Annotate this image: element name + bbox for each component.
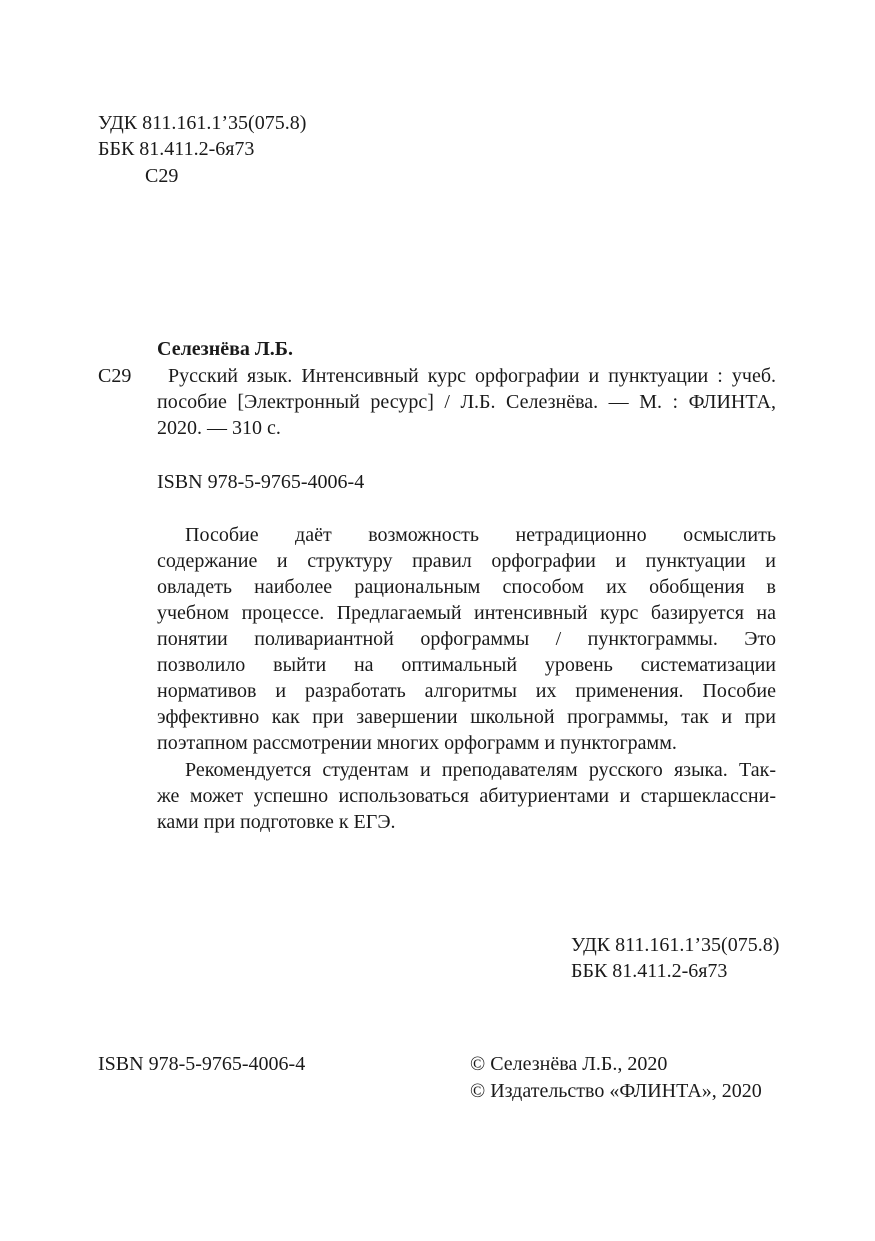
bib-description-line: пособие [Электронный ресурс] / Л.Б. Селезнёва. — М. : ФЛИНТА, xyxy=(157,391,776,413)
bib-author: Селезнёва Л.Б. xyxy=(157,338,294,360)
annotation-line: ками при подготовке к ЕГЭ. xyxy=(157,811,396,833)
copyright-publisher: © Издательство «ФЛИНТА», 2020 xyxy=(470,1080,762,1102)
annotation-line: овладеть наиболее рациональным способом их обобщения в xyxy=(157,576,776,598)
bib-sign: С29 xyxy=(98,365,132,387)
header-udk: УДК 811.161.1’35(075.8) xyxy=(98,112,307,134)
annotation-line: учебном процессе. Предлагаемый интенсивный курс базируется на xyxy=(157,602,776,624)
footer-bbk: ББК 81.411.2-6я73 xyxy=(571,960,728,982)
bib-description-line: Русский язык. Интенсивный курс орфографии и пунктуации : учеб. xyxy=(168,365,776,387)
bib-description xyxy=(157,363,776,441)
annotation-line: Рекомендуется студентам и преподавателям русского языка. Так- xyxy=(185,759,776,781)
bib-description-line: 2020. — 310 с. xyxy=(157,417,281,439)
header-bbk: ББК 81.411.2-6я73 xyxy=(98,138,255,160)
footer-udk: УДК 811.161.1’35(075.8) xyxy=(571,934,780,956)
annotation-line: содержание и структуру правил орфографии и пунктуации и xyxy=(157,550,776,572)
bib-isbn: ISBN 978-5-9765-4006-4 xyxy=(157,471,365,493)
annotation-line: позволило выйти на оптимальный уровень систематизации xyxy=(157,654,776,676)
bottom-isbn: ISBN 978-5-9765-4006-4 xyxy=(98,1053,306,1075)
annotation-line: понятии поливариантной орфограммы / пунктограммы. Это xyxy=(157,628,776,650)
annotation-line: эффективно как при завершении школьной программы, так и при xyxy=(157,706,776,728)
annotation-line: поэтапном рассмотрении многих орфограмм и пунктограмм. xyxy=(157,732,677,754)
annotation-line: нормативов и разработать алгоритмы их применения. Пособие xyxy=(157,680,776,702)
annotation-line: Пособие даёт возможность нетрадиционно осмыслить xyxy=(185,524,776,546)
header-author-sign: С29 xyxy=(145,165,179,187)
annotation xyxy=(157,522,776,835)
copyright-author: © Селезнёва Л.Б., 2020 xyxy=(470,1053,668,1075)
annotation-line: же может успешно использоваться абитуриентами и старшеклассни- xyxy=(157,785,776,807)
